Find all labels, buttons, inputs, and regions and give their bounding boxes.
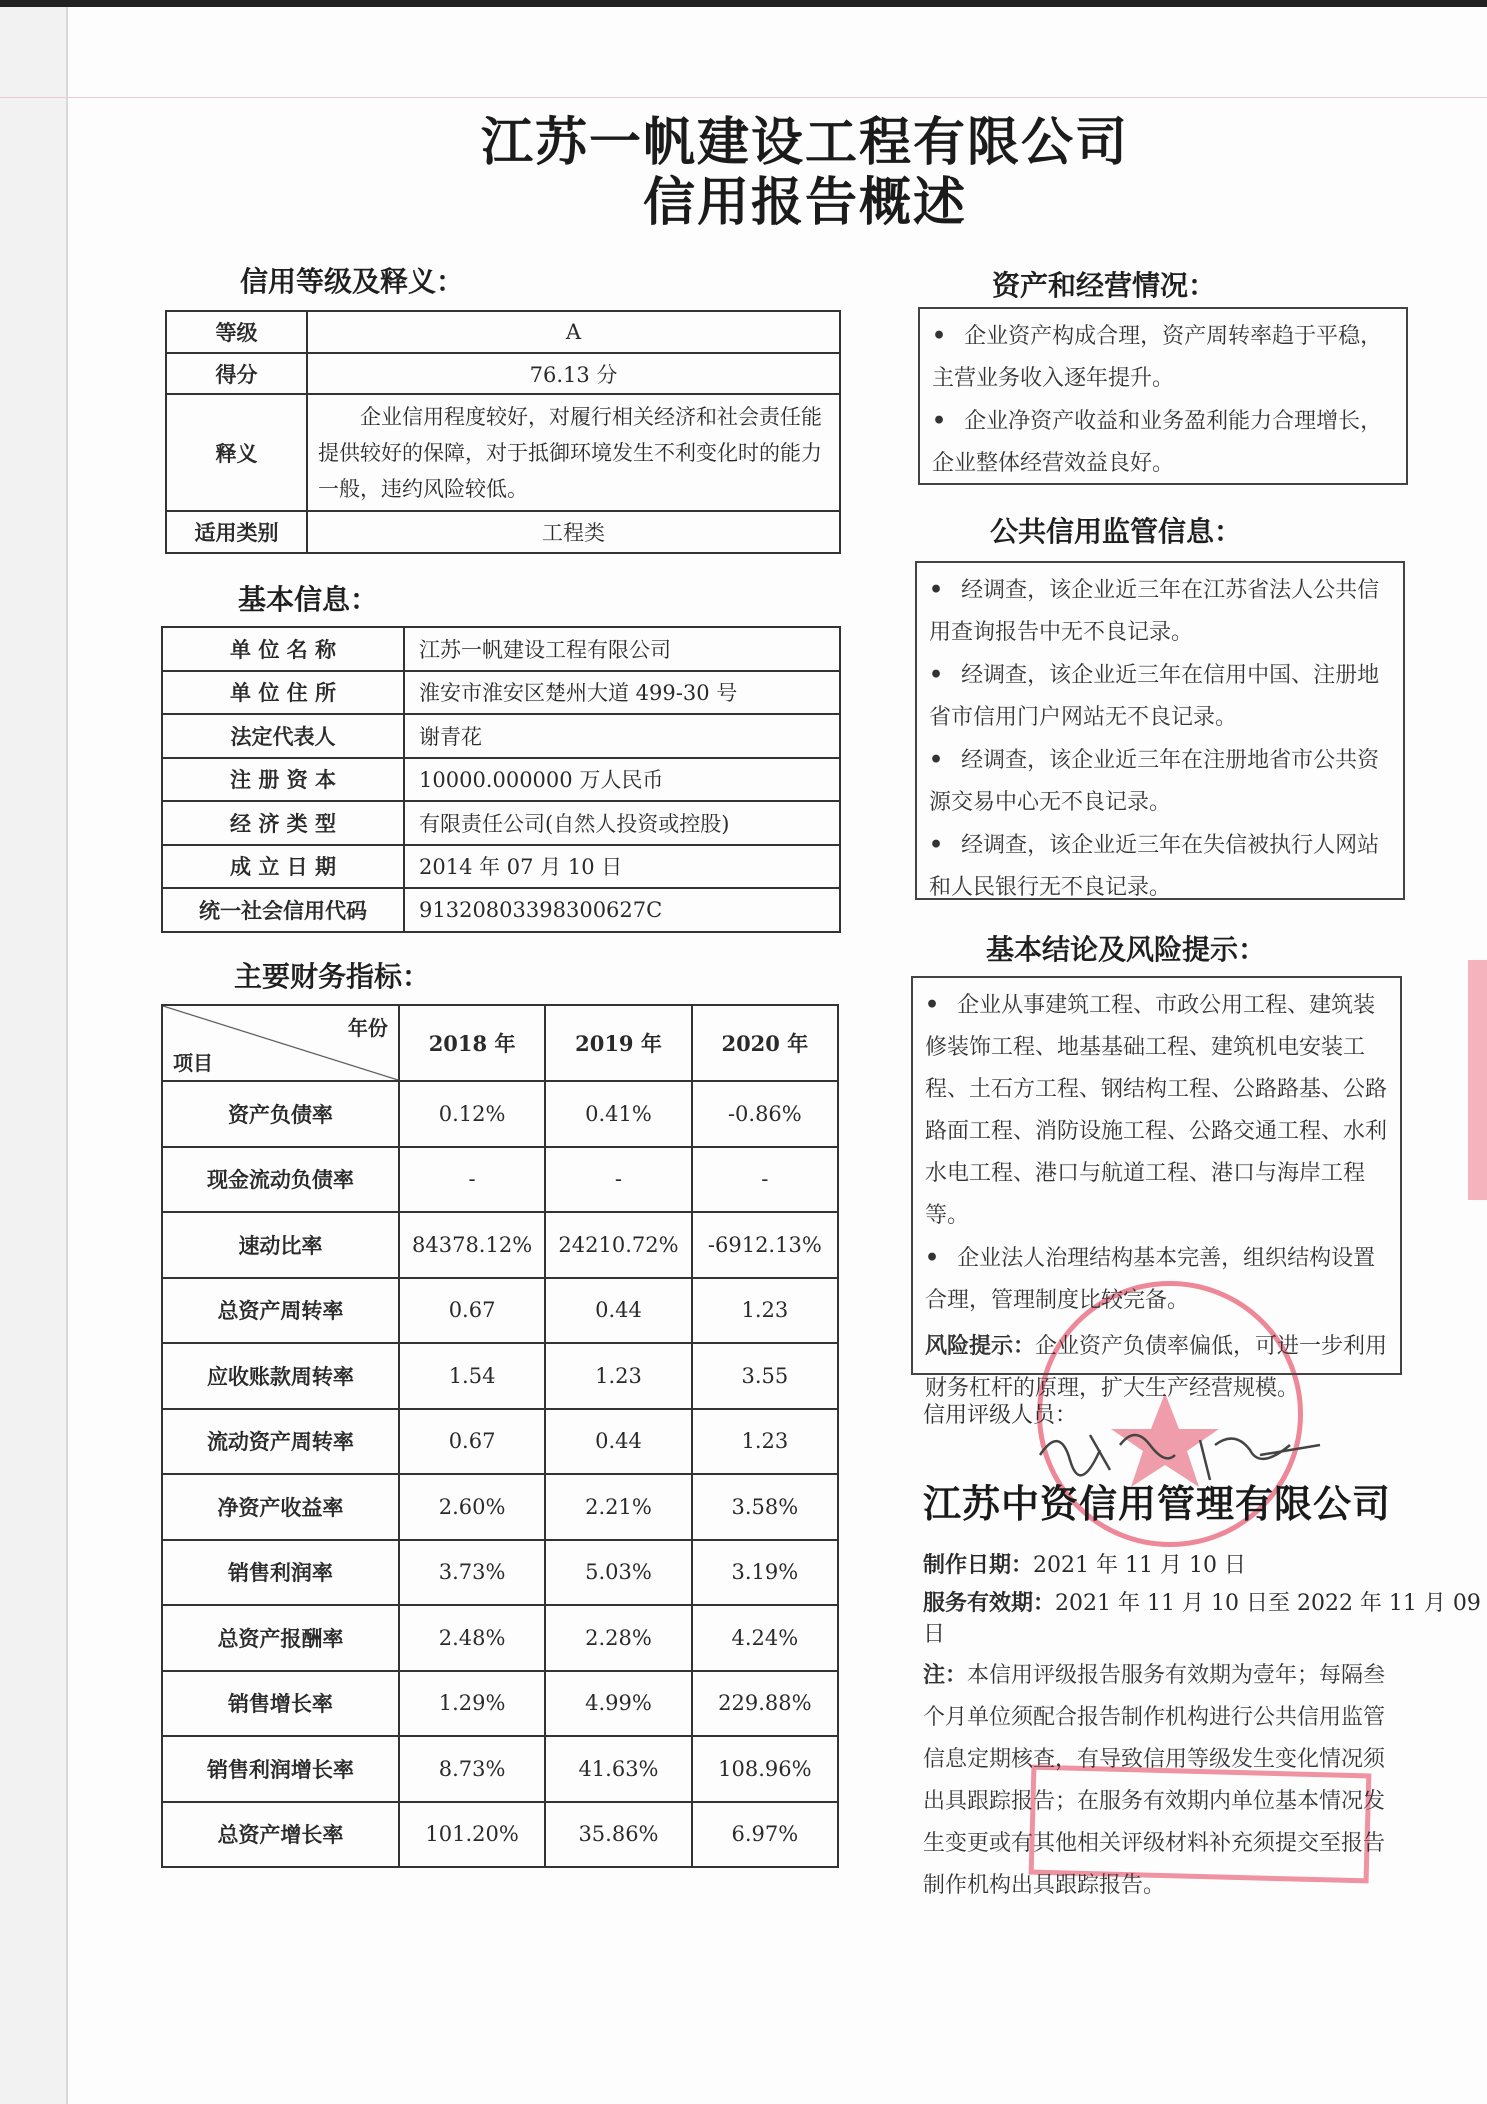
bullet-icon: • (932, 408, 947, 434)
bullet-icon: • (925, 1245, 940, 1271)
agency-name: 江苏中资信用管理有限公司 (923, 1482, 1392, 1526)
note-label: 注： (923, 1663, 968, 1688)
bullet-item (932, 315, 1396, 400)
finance-value: - (399, 1147, 545, 1213)
credit-heading: 信用等级及释义： (240, 265, 465, 298)
finance-item: 销售增长率 (162, 1671, 399, 1737)
basic-info-label: 单 位 住 所 (162, 671, 404, 715)
credit-row (166, 311, 840, 353)
production-date (923, 1548, 1246, 1579)
basic-info-value: 2014 年 07 月 10 日 (404, 845, 840, 889)
bullet-item (929, 824, 1393, 909)
basic-info-value: 淮安市淮安区楚州大道 499-30 号 (404, 671, 840, 715)
public-credit-box (915, 561, 1405, 900)
basic-info-label: 成 立 日 期 (162, 845, 404, 889)
finance-row (162, 1409, 838, 1475)
bullet-icon: • (932, 323, 947, 349)
finance-item: 销售利润增长率 (162, 1736, 399, 1802)
finance-value: 1.29% (399, 1671, 545, 1737)
basic-info-value: 有限责任公司(自然人投资或控股) (404, 801, 840, 845)
basic-info-table (161, 626, 841, 933)
finance-value: 3.55 (692, 1343, 838, 1409)
basic-info-value: 91320803398300627C (404, 888, 840, 932)
bullet-item (925, 1237, 1390, 1322)
finance-value: 3.19% (692, 1540, 838, 1606)
finance-item: 现金流动负债率 (162, 1147, 399, 1213)
bullet-icon: • (929, 747, 944, 773)
finance-value: 35.86% (545, 1802, 691, 1868)
basic-info-label: 单 位 名 称 (162, 627, 404, 671)
basic-info-value: 谢青花 (404, 714, 840, 758)
finance-value: 2.28% (545, 1605, 691, 1671)
finance-value: 229.88% (692, 1671, 838, 1737)
bullet-item (929, 739, 1393, 824)
bullet-text: 经调查，该企业近三年在注册地省市公共资源交易中心无不良记录。 (929, 748, 1380, 815)
corner-year-label: 年份 (347, 1016, 388, 1040)
bullet-item (925, 984, 1390, 1237)
basic-info-label: 统一社会信用代码 (162, 888, 404, 932)
finance-row (162, 1278, 838, 1344)
basic-info-label: 注 册 资 本 (162, 758, 404, 802)
credit-row (166, 394, 840, 511)
page-binding-edge (66, 0, 68, 2104)
rater-label: 信用评级人员： (923, 1403, 1078, 1428)
finance-value: 101.20% (399, 1802, 545, 1868)
finance-row (162, 1343, 838, 1409)
scan-line (0, 97, 1487, 98)
finance-row (162, 1212, 838, 1278)
assets-box (918, 307, 1408, 485)
finance-value: 1.23 (692, 1409, 838, 1475)
bullet-text: 经调查，该企业近三年在失信被执行人网站和人民银行无不良记录。 (929, 833, 1380, 900)
finance-value: 41.63% (545, 1736, 691, 1802)
finance-row (162, 1605, 838, 1671)
document-title-report: 信用报告概述 (642, 173, 967, 233)
basic-info-row (162, 801, 840, 845)
note (923, 1655, 1393, 1907)
credit-label: 等级 (166, 311, 307, 353)
finance-row (162, 1802, 838, 1868)
risk-text: 企业资产负债率偏低，可进一步利用财务杠杆的原理，扩大生产经营规模。 (925, 1334, 1388, 1401)
credit-label: 释义 (166, 394, 307, 511)
credit-table (165, 310, 841, 554)
finance-value: -0.86% (692, 1081, 838, 1147)
bullet-text: 企业从事建筑工程、市政公用工程、建筑装修装饰工程、地基基础工程、建筑机电安装工程、土石方工程、钢结构工程、公路路基、公路路面工程、消防设施工程、公路交通工程、水利水电工程、港口与航道工程、港口与海岸工程等。 (925, 993, 1388, 1228)
assets-heading: 资产和经营情况： (992, 269, 1217, 302)
finance-item: 总资产报酬率 (162, 1605, 399, 1671)
finance-item: 流动资产周转率 (162, 1409, 399, 1475)
finance-item: 速动比率 (162, 1212, 399, 1278)
bullet-text: 经调查，该企业近三年在信用中国、注册地省市信用门户网站无不良记录。 (929, 663, 1380, 730)
bullet-icon: • (929, 832, 944, 858)
credit-value: A (307, 311, 840, 353)
credit-row (166, 353, 840, 394)
finance-row (162, 1147, 838, 1213)
finance-item: 资产负债率 (162, 1081, 399, 1147)
bullet-item (929, 654, 1393, 739)
finance-value: 3.58% (692, 1474, 838, 1540)
bullet-icon: • (925, 992, 940, 1018)
bullet-text: 经调查，该企业近三年在江苏省法人公共信用查询报告中无不良记录。 (929, 578, 1380, 645)
finance-value: 0.44 (545, 1278, 691, 1344)
conclusion-box (911, 976, 1402, 1401)
basic-info-row (162, 845, 840, 889)
finance-header-row (162, 1005, 838, 1081)
corner-item-label: 项目 (173, 1051, 213, 1075)
year-header: 2018 年 (399, 1005, 545, 1081)
year-header: 2020 年 (692, 1005, 838, 1081)
basic-info-row (162, 671, 840, 715)
bullet-icon: • (929, 577, 944, 603)
finance-value: 5.03% (545, 1540, 691, 1606)
finance-item: 总资产周转率 (162, 1278, 399, 1344)
finance-value: 2.60% (399, 1474, 545, 1540)
note-text: 本信用评级报告服务有效期为壹年；每隔叁个月单位须配合报告制作机构进行公共信用监管信息定期核查，有导致信用等级发生变化情况须出具跟踪报告；在服务有效期内单位基本情况发生变更或有其他相关评级材料补充须提交至报告制作机构出具跟踪报告。 (923, 1663, 1386, 1898)
edge-stamp-fragment (1468, 960, 1487, 1200)
basic-info-row (162, 627, 840, 671)
credit-label: 得分 (166, 353, 307, 394)
finance-value: 0.41% (545, 1081, 691, 1147)
finance-value: 108.96% (692, 1736, 838, 1802)
finance-value: 4.24% (692, 1605, 838, 1671)
document-title-company: 江苏一帆建设工程有限公司 (480, 113, 1129, 173)
finance-value: 24210.72% (545, 1212, 691, 1278)
finance-value: 8.73% (399, 1736, 545, 1802)
production-date-value: 2021 年 11 月 10 日 (1033, 1553, 1246, 1578)
finance-value: 2.48% (399, 1605, 545, 1671)
finance-item: 销售利润率 (162, 1540, 399, 1606)
finance-row (162, 1736, 838, 1802)
finance-value: 6.97% (692, 1802, 838, 1868)
basic-info-row (162, 888, 840, 932)
bullet-item (932, 400, 1396, 485)
finance-value: 3.73% (399, 1540, 545, 1606)
production-date-label: 制作日期： (923, 1553, 1034, 1578)
basic-info-value: 江苏一帆建设工程有限公司 (404, 627, 840, 671)
credit-label: 适用类别 (166, 511, 307, 553)
bullet-text: 企业法人治理结构基本完善，组织结构设置合理，管理制度比较完备。 (925, 1246, 1376, 1313)
finance-corner-cell (162, 1005, 399, 1081)
bullet-icon: • (929, 662, 944, 688)
finance-item: 应收账款周转率 (162, 1343, 399, 1409)
basic-info-row (162, 714, 840, 758)
finance-value: 0.44 (545, 1409, 691, 1475)
finance-value: 0.67 (399, 1409, 545, 1475)
public-credit-heading: 公共信用监管信息： (990, 515, 1243, 548)
finance-value: 0.12% (399, 1081, 545, 1147)
finance-table (161, 1004, 839, 1868)
validity-period (923, 1586, 1487, 1648)
bullet-text: 企业资产构成合理，资产周转率趋于平稳，主营业务收入逐年提升。 (932, 324, 1383, 391)
page-binding-shadow (0, 0, 66, 2104)
finance-item: 净资产收益率 (162, 1474, 399, 1540)
finance-value: 1.23 (545, 1343, 691, 1409)
risk-label: 风险提示： (925, 1334, 1036, 1359)
year-header: 2019 年 (545, 1005, 691, 1081)
basic-info-label: 法定代表人 (162, 714, 404, 758)
credit-value: 76.13 分 (307, 353, 840, 394)
credit-row (166, 511, 840, 553)
finance-heading: 主要财务指标： (234, 960, 431, 993)
conclusion-heading: 基本结论及风险提示： (986, 933, 1267, 966)
finance-row (162, 1671, 838, 1737)
bullet-item (929, 569, 1393, 654)
finance-item: 总资产增长率 (162, 1802, 399, 1868)
validity-label: 服务有效期： (923, 1591, 1056, 1616)
finance-value: 0.67 (399, 1278, 545, 1344)
basic-info-row (162, 758, 840, 802)
validity-value: 2021 年 11 月 10 日至 2022 年 11 月 09 日 (923, 1591, 1481, 1647)
basic-info-heading: 基本信息： (238, 583, 379, 616)
finance-value: -6912.13% (692, 1212, 838, 1278)
credit-value: 工程类 (307, 511, 840, 553)
finance-value: 1.23 (692, 1278, 838, 1344)
finance-value: 1.54 (399, 1343, 545, 1409)
finance-value: 84378.12% (399, 1212, 545, 1278)
basic-info-label: 经 济 类 型 (162, 801, 404, 845)
finance-value: - (692, 1147, 838, 1213)
finance-row (162, 1081, 838, 1147)
finance-row (162, 1474, 838, 1540)
finance-value: 2.21% (545, 1474, 691, 1540)
finance-value: 4.99% (545, 1671, 691, 1737)
finance-value: - (545, 1147, 691, 1213)
scan-edge (0, 0, 1487, 7)
basic-info-value: 10000.000000 万人民币 (404, 758, 840, 802)
finance-row (162, 1540, 838, 1606)
credit-value: 企业信用程度较好，对履行相关经济和社会责任能提供较好的保障，对于抵御环境发生不利变化时的能力一般，违约风险较低。 (307, 394, 840, 511)
bullet-text: 企业净资产收益和业务盈利能力合理增长，企业整体经营效益良好。 (932, 409, 1383, 476)
